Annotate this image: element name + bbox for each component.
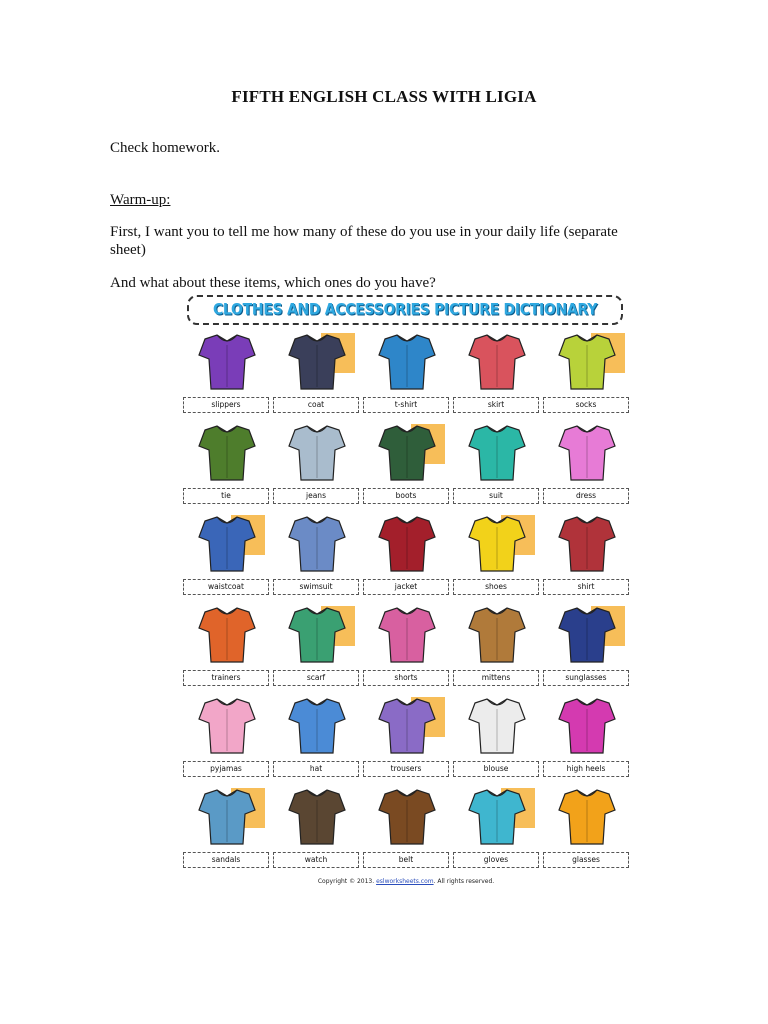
dictionary-item-label: skirt <box>453 397 539 413</box>
tie-icon <box>185 420 269 486</box>
dictionary-item-label: coat <box>273 397 359 413</box>
dictionary-item-label: jeans <box>273 488 359 504</box>
dictionary-banner-title: CLOTHES AND ACCESSORIES PICTURE DICTIONARY <box>212 300 598 320</box>
dictionary-item-label: belt <box>363 852 449 868</box>
trousers-icon <box>365 693 449 759</box>
dictionary-item <box>363 329 451 417</box>
dictionary-item-label: waistcoat <box>183 579 269 595</box>
dictionary-item <box>453 329 541 417</box>
dictionary-item <box>453 784 541 872</box>
sandals-icon <box>185 784 269 850</box>
glasses-icon <box>545 784 629 850</box>
dictionary-item <box>183 693 271 781</box>
jacket-icon <box>365 511 449 577</box>
dictionary-item <box>273 420 361 508</box>
trainers-icon <box>185 602 269 668</box>
dictionary-item-label: swimsuit <box>273 579 359 595</box>
dictionary-item-label: hat <box>273 761 359 777</box>
copyright-note <box>183 878 629 885</box>
socks-icon <box>545 329 629 395</box>
tshirt-icon <box>365 329 449 395</box>
dictionary-item-label: scarf <box>273 670 359 686</box>
coat-icon <box>275 329 359 395</box>
dictionary-item-label: socks <box>543 397 629 413</box>
dictionary-item-label: blouse <box>453 761 539 777</box>
warmup-heading: Warm-up: <box>110 192 171 208</box>
shorts-icon <box>365 602 449 668</box>
mittens-icon <box>455 602 539 668</box>
dictionary-item-label: pyjamas <box>183 761 269 777</box>
dictionary-item-label: trainers <box>183 670 269 686</box>
dictionary-item <box>183 329 271 417</box>
dictionary-item <box>183 602 271 690</box>
dictionary-item <box>453 511 541 599</box>
scarf-icon <box>275 602 359 668</box>
dictionary-item <box>273 602 361 690</box>
dictionary-item <box>363 784 451 872</box>
dictionary-item-label: sandals <box>183 852 269 868</box>
dictionary-item-label: dress <box>543 488 629 504</box>
copyright-link[interactable]: eslworksheets.com <box>376 878 434 885</box>
dictionary-item-label: watch <box>273 852 359 868</box>
check-homework-text: Check homework. <box>110 140 220 156</box>
dictionary-item-label: boots <box>363 488 449 504</box>
skirt-icon <box>455 329 539 395</box>
dictionary-item-label: jacket <box>363 579 449 595</box>
dictionary-item <box>363 602 451 690</box>
dictionary-item-label: shirt <box>543 579 629 595</box>
dictionary-item <box>183 784 271 872</box>
dictionary-item-label: shorts <box>363 670 449 686</box>
instruction-items: And what about these items, which ones do you have? <box>110 275 436 291</box>
copyright-prefix: Copyright © 2013. <box>317 878 375 885</box>
hat-icon <box>275 693 359 759</box>
dictionary-item <box>183 420 271 508</box>
dictionary-item <box>543 511 631 599</box>
waistcoat-icon <box>185 511 269 577</box>
picture-dictionary <box>183 293 629 888</box>
dictionary-item <box>543 329 631 417</box>
dictionary-item <box>273 784 361 872</box>
dictionary-item <box>543 602 631 690</box>
jeans-icon <box>275 420 359 486</box>
swimsuit-icon <box>275 511 359 577</box>
instruction-daily-life: First, I want you to tell me how many of these do you use in your daily life (separate sheet) <box>110 224 618 258</box>
dictionary-item <box>273 511 361 599</box>
dictionary-item <box>363 420 451 508</box>
boots-icon <box>365 420 449 486</box>
shoes-icon <box>455 511 539 577</box>
dictionary-item-label: gloves <box>453 852 539 868</box>
belt-icon <box>365 784 449 850</box>
dictionary-item <box>453 420 541 508</box>
dictionary-banner <box>187 295 623 325</box>
suit-icon <box>455 420 539 486</box>
dictionary-item <box>363 511 451 599</box>
dictionary-item <box>453 693 541 781</box>
dictionary-item <box>183 511 271 599</box>
blouse-icon <box>455 693 539 759</box>
dictionary-item-label: shoes <box>453 579 539 595</box>
dictionary-item <box>543 693 631 781</box>
dictionary-item <box>273 693 361 781</box>
dictionary-item <box>543 784 631 872</box>
dictionary-item-label: trousers <box>363 761 449 777</box>
gloves-icon <box>455 784 539 850</box>
dictionary-item-label: slippers <box>183 397 269 413</box>
document-title: FIFTH ENGLISH CLASS WITH LIGIA <box>231 87 537 106</box>
dictionary-item-label: t-shirt <box>363 397 449 413</box>
dictionary-item-label: sunglasses <box>543 670 629 686</box>
dress-icon <box>545 420 629 486</box>
shirt-icon <box>545 511 629 577</box>
dictionary-item <box>543 420 631 508</box>
dictionary-item-label: high heels <box>543 761 629 777</box>
watch-icon <box>275 784 359 850</box>
dictionary-item-label: mittens <box>453 670 539 686</box>
dictionary-item <box>363 693 451 781</box>
high-heels-icon <box>545 693 629 759</box>
slippers-icon <box>185 329 269 395</box>
dictionary-item <box>273 329 361 417</box>
dictionary-item-label: glasses <box>543 852 629 868</box>
dictionary-item <box>453 602 541 690</box>
copyright-suffix: . All rights reserved. <box>433 878 495 885</box>
sunglasses-icon <box>545 602 629 668</box>
dictionary-item-label: suit <box>453 488 539 504</box>
dictionary-item-label: tie <box>183 488 269 504</box>
pyjamas-icon <box>185 693 269 759</box>
